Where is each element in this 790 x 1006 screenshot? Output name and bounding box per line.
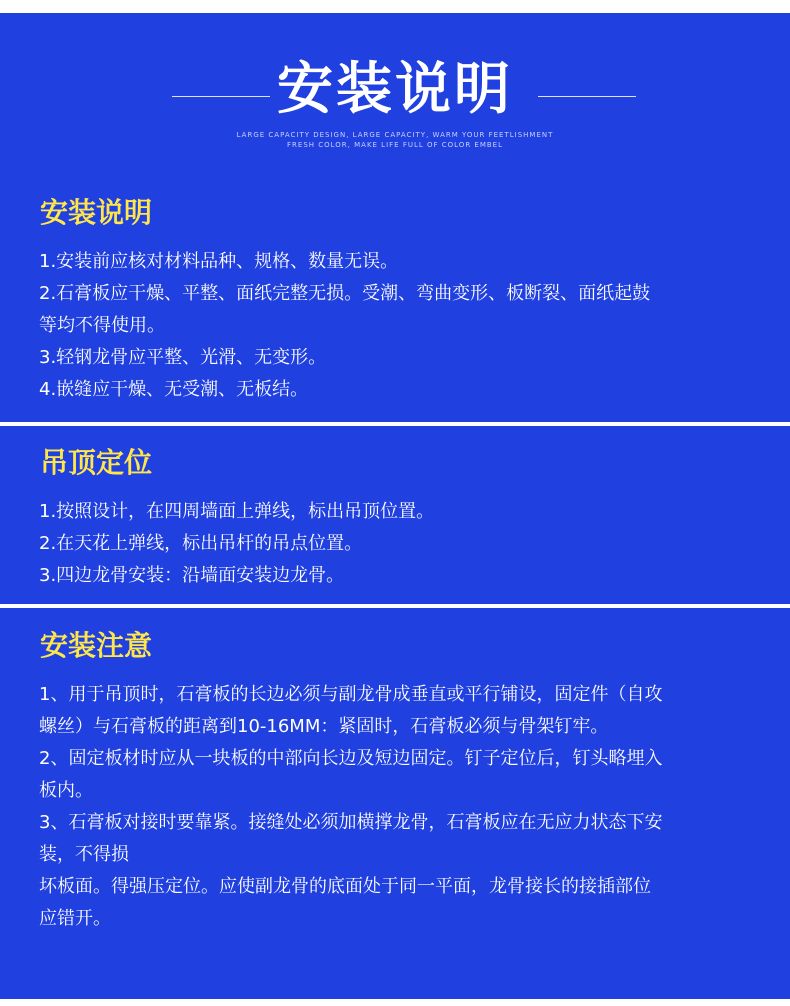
section-line: 板内。 [39,780,93,801]
header [0,55,790,125]
section-line: 应错开。 [39,908,111,929]
section-line: 1.安装前应核对材料品种、规格、数量无误。 [39,251,399,272]
section-line: 1.按照设计，在四周墙面上弹线，标出吊顶位置。 [39,501,435,522]
section-line: 坏板面。得强压定位。应使副龙骨的底面处于同一平面，龙骨接长的接插部位 [39,876,651,897]
section-divider [0,422,790,426]
section-line: 3、石膏板对接时要靠紧。接缝处必须加横撑龙骨，石膏板应在无应力状态下安 [39,812,663,833]
section-line: 螺丝）与石膏板的距离到10-16MM：紧固时，石膏板必须与骨架钉牢。 [39,716,609,737]
section-title-installation: 安装说明 [40,196,153,229]
section-line: 等均不得使用。 [39,315,165,336]
section-line: 3.轻钢龙骨应平整、光滑、无变形。 [39,347,327,368]
tagline-line-2: FRESH COLOR, MAKE LIFE FULL OF COLOR EMBEL [287,141,503,149]
section-line: 3.四边龙骨安装：沿墙面安装边龙骨。 [39,565,345,586]
section-line: 1、用于吊顶时，石膏板的长边必须与副龙骨成垂直或平行铺设，固定件（自攻 [39,684,663,705]
section-line: 2.石膏板应干燥、平整、面纸完整无损。受潮、弯曲变形、板断裂、面纸起鼓 [39,283,651,304]
section-line: 2、固定板材时应从一块板的中部向长边及短边固定。钉子定位后，钉头略埋入 [39,748,663,769]
section-title-installation-notes: 安装注意 [40,629,153,662]
section-title-ceiling-positioning: 吊顶定位 [40,446,153,479]
section-line: 2.在天花上弹线，标出吊杆的吊点位置。 [39,533,363,554]
section-line: 4.嵌缝应干燥、无受潮、无板结。 [39,379,309,400]
tagline-line-1: LARGE CAPACITY DESIGN, LARGE CAPACITY, WARM YOUR FEETLISHMENT [236,131,554,139]
section-divider [0,604,790,608]
title-divider-right [538,96,636,97]
content-panel [0,13,790,999]
section-line: 装，不得损 [39,844,129,865]
page-title: 安装说明 [277,57,513,122]
title-divider-left [172,96,270,97]
